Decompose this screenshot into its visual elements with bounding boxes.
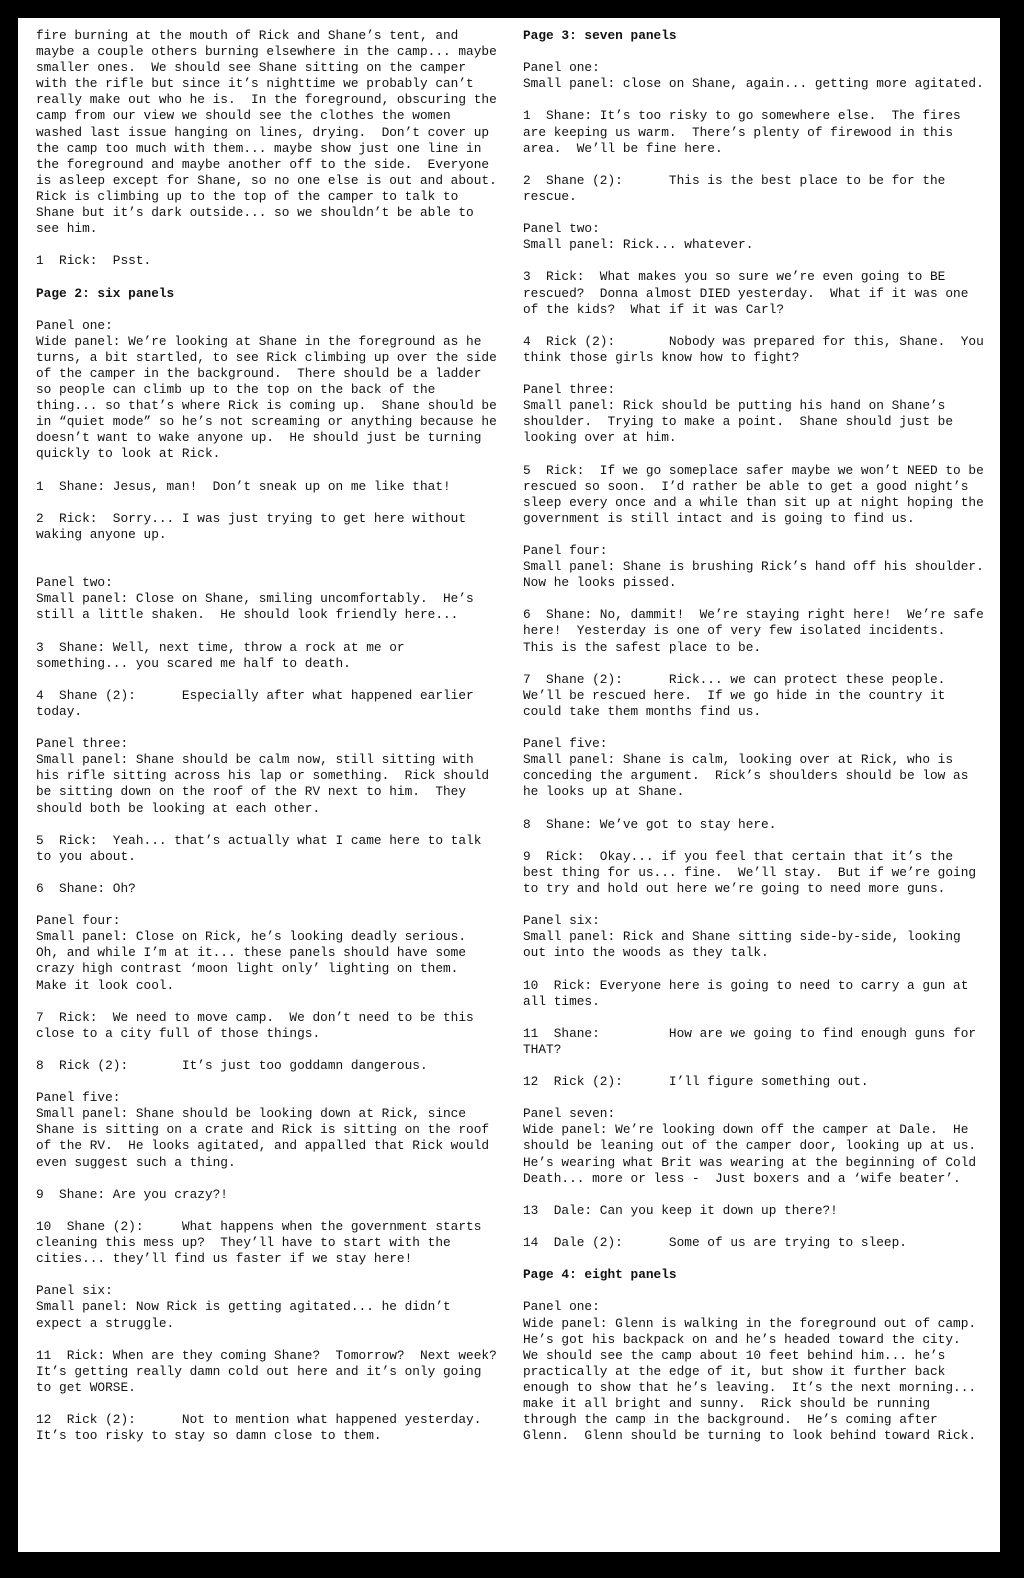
script-paragraph: 4 Rick (2): Nobody was prepared for this, Shane. You think those girls know how to fight? bbox=[523, 333, 992, 365]
script-paragraph: Panel five: Small panel: Shane should be looking down at Rick, since Shane is sitting on a crate and Rick is sitting on the roof of the RV. He looks agitated, and appalled that Rick would even suggest such a thing. bbox=[36, 1090, 490, 1170]
script-paragraph: Panel six: Small panel: Rick and Shane sitting side-by-side, looking out into the woods as they talk. bbox=[523, 913, 961, 961]
script-paragraph: 8 Rick (2): It’s just too goddamn dangerous. bbox=[36, 1058, 428, 1073]
left-column bbox=[36, 28, 513, 1460]
script-paragraph: 5 Rick: If we go someplace safer maybe we won’t NEED to be rescued so soon. I’d rather be able to get a good night’s sleep every once and a while than sit up at night hoping the government is still intact and is going to find us. bbox=[523, 462, 992, 526]
script-paragraph: 4 Shane (2): Especially after what happened earlier today. bbox=[36, 687, 482, 719]
script-paragraph: 10 Shane (2): What happens when the government starts cleaning this mess up? They’ll have to start with the cities... they’ll find us faster if we stay here! bbox=[36, 1218, 490, 1267]
spacer bbox=[36, 559, 502, 575]
script-paragraph: 5 Rick: Yeah... that’s actually what I came here to talk to you about. bbox=[36, 832, 490, 864]
script-paragraph: Panel three: Small panel: Rick should be putting his hand on Shane’s shoulder. Trying to make a point. Shane should just be looking over at him. bbox=[523, 382, 954, 446]
script-paragraph: 13 Dale: Can you keep it down up there?! bbox=[523, 1202, 838, 1218]
script-paragraph: 11 Rick: When are they coming Shane? Tomorrow? Next week? It’s getting really damn cold out here and it’s only going to get WORSE. bbox=[36, 1347, 513, 1395]
script-paragraph: Panel six: Small panel: Now Rick is getting agitated... he didn’t expect a struggle. bbox=[36, 1283, 451, 1331]
script-paragraph: 3 Rick: What makes you so sure we’re even going to BE rescued? Donna almost DIED yesterday. What if it was one of the kids? What if it was Carl? bbox=[523, 269, 977, 317]
script-paragraph: Panel two: Small panel: Rick... whatever. bbox=[523, 221, 754, 253]
script-paragraph: Panel four: Small panel: Shane is brushing Rick’s hand off his shoulder. Now he looks pissed. bbox=[523, 543, 984, 591]
script-paragraph: Panel one: Wide panel: We’re looking at Shane in the foreground as he turns, a bit startled, to see Rick climbing up over the side of the camper in the background. There should be a ladder so people can climb up to the top on the back of the thing... so that’s where Rick is coming up. Shane should be in “quiet mode” so he’s not screaming or anything because he doesn’t want to wake anyone up. He should just be turning quickly to look at Rick. bbox=[36, 317, 497, 462]
page-heading: Page 4: eight panels bbox=[523, 1267, 677, 1283]
script-paragraph: Panel four: Small panel: Close on Rick, he’s looking deadly serious. Oh, and while I’m at it... these panels should have some crazy high contrast ‘moon light only’ lighting on them. Make it look cool. bbox=[36, 913, 467, 993]
script-paragraph: Panel five: Small panel: Shane is calm, looking over at Rick, who is conceding the argument. Rick’s shoulders should be low as he looks up at Shane. bbox=[523, 736, 969, 800]
script-paragraph: 6 Shane: No, dammit! We’re staying right here! We’re safe here! Yesterday is one of very few isolated incidents. This is the safest place to be. bbox=[523, 607, 992, 655]
page-heading: Page 3: seven panels bbox=[523, 28, 677, 43]
script-paragraph: Panel seven: Wide panel: We’re looking down off the camper at Dale. He should be leaning out of the camper door, looking up at us. He’s wearing what Brit was wearing at the beginning of Cold Death... more or less - Just boxers and a ‘wife beater’. bbox=[523, 1106, 977, 1186]
script-paragraph: 7 Shane (2): Rick... we can protect these people. We’ll be rescued here. If we go hide in the country it could take them months find us. bbox=[523, 671, 961, 719]
script-paragraph: 1 Shane: It’s too risky to go somewhere else. The fires are keeping us warm. There’s plenty of firewood in this area. We’ll be fine here. bbox=[523, 108, 969, 156]
script-paragraph: 11 Shane: How are we going to find enough guns for THAT? bbox=[523, 1025, 984, 1057]
script-paragraph: 12 Rick (2): Not to mention what happened yesterday. It’s too risky to stay so damn close to them. bbox=[36, 1412, 497, 1444]
script-paragraph: 14 Dale (2): Some of us are trying to sleep. bbox=[523, 1235, 907, 1251]
right-column bbox=[523, 28, 992, 1460]
script-page bbox=[18, 18, 1000, 1552]
script-paragraph: 8 Shane: We’ve got to stay here. bbox=[523, 816, 777, 832]
script-paragraph: 6 Shane: Oh? bbox=[36, 880, 136, 896]
script-paragraph: Panel three: Small panel: Shane should be calm now, still sitting with his rifle sitting across his lap or something. Rick should be sitting down on the roof of the RV next to him. They should both be looking at each other. bbox=[36, 736, 490, 816]
script-paragraph: Panel two: Small panel: Close on Shane, smiling uncomfortably. He’s still a little shaken. He should look friendly here... bbox=[36, 575, 474, 623]
script-paragraph: Panel one: Wide panel: Glenn is walking in the foreground out of camp. He’s got his backpack on and he’s headed toward the city. We should see the camp about 10 feet behind him... he’s practically at the edge of it, but show it further back enough to show that he’s leaving. It’s the next morning... make it all bright and sunny. Rick should be running through the camp in the background. He’s coming after Glenn. Glenn should be turning to look behind toward Rick. bbox=[523, 1299, 977, 1444]
script-paragraph: 1 Rick: Psst. bbox=[36, 253, 152, 269]
script-paragraph: 7 Rick: We need to move camp. We don’t need to be this close to a city full of those things. bbox=[36, 1009, 482, 1041]
script-paragraph: 3 Shane: Well, next time, throw a rock at me or something... you scared me half to death. bbox=[36, 639, 413, 671]
script-paragraph: 9 Shane: Are you crazy?! bbox=[36, 1186, 228, 1202]
script-paragraph: 12 Rick (2): I’ll figure something out. bbox=[523, 1074, 869, 1090]
script-paragraph: 9 Rick: Okay... if you feel that certain that it’s the best thing for us... fine. We’ll stay. But if we’re going to try and hold out here we’re going to need more guns. bbox=[523, 848, 984, 896]
script-paragraph: fire burning at the mouth of Rick and Shane’s tent, and maybe a couple others burning elsewhere in the camp... maybe smaller ones. We should see Shane sitting on the camper with the rifle but since it’s nighttime we probably can’t really make out who he is. In the foreground, obscuring the camp from our view we should see the clothes the women washed last issue hanging on lines, drying. Don’t cover up the camp too much with them... maybe show just one line in the foreground and maybe another off to the side. Everyone is asleep except for Shane, so no one else is out and about. Rick is climbing up to the top of the camper to talk to Shane but it’s dark outside... so we shouldn’t be able to see him. bbox=[36, 28, 513, 237]
page-heading: Page 2: six panels bbox=[36, 285, 175, 301]
script-paragraph: 1 Shane: Jesus, man! Don’t sneak up on me like that! bbox=[36, 478, 451, 494]
script-paragraph: 10 Rick: Everyone here is going to need to carry a gun at all times. bbox=[523, 977, 977, 1009]
script-paragraph: Panel one: Small panel: close on Shane, again... getting more agitated. bbox=[523, 60, 984, 92]
script-paragraph: 2 Rick: Sorry... I was just trying to get here without waking anyone up. bbox=[36, 510, 474, 542]
script-paragraph: 2 Shane (2): This is the best place to be for the rescue. bbox=[523, 172, 954, 204]
